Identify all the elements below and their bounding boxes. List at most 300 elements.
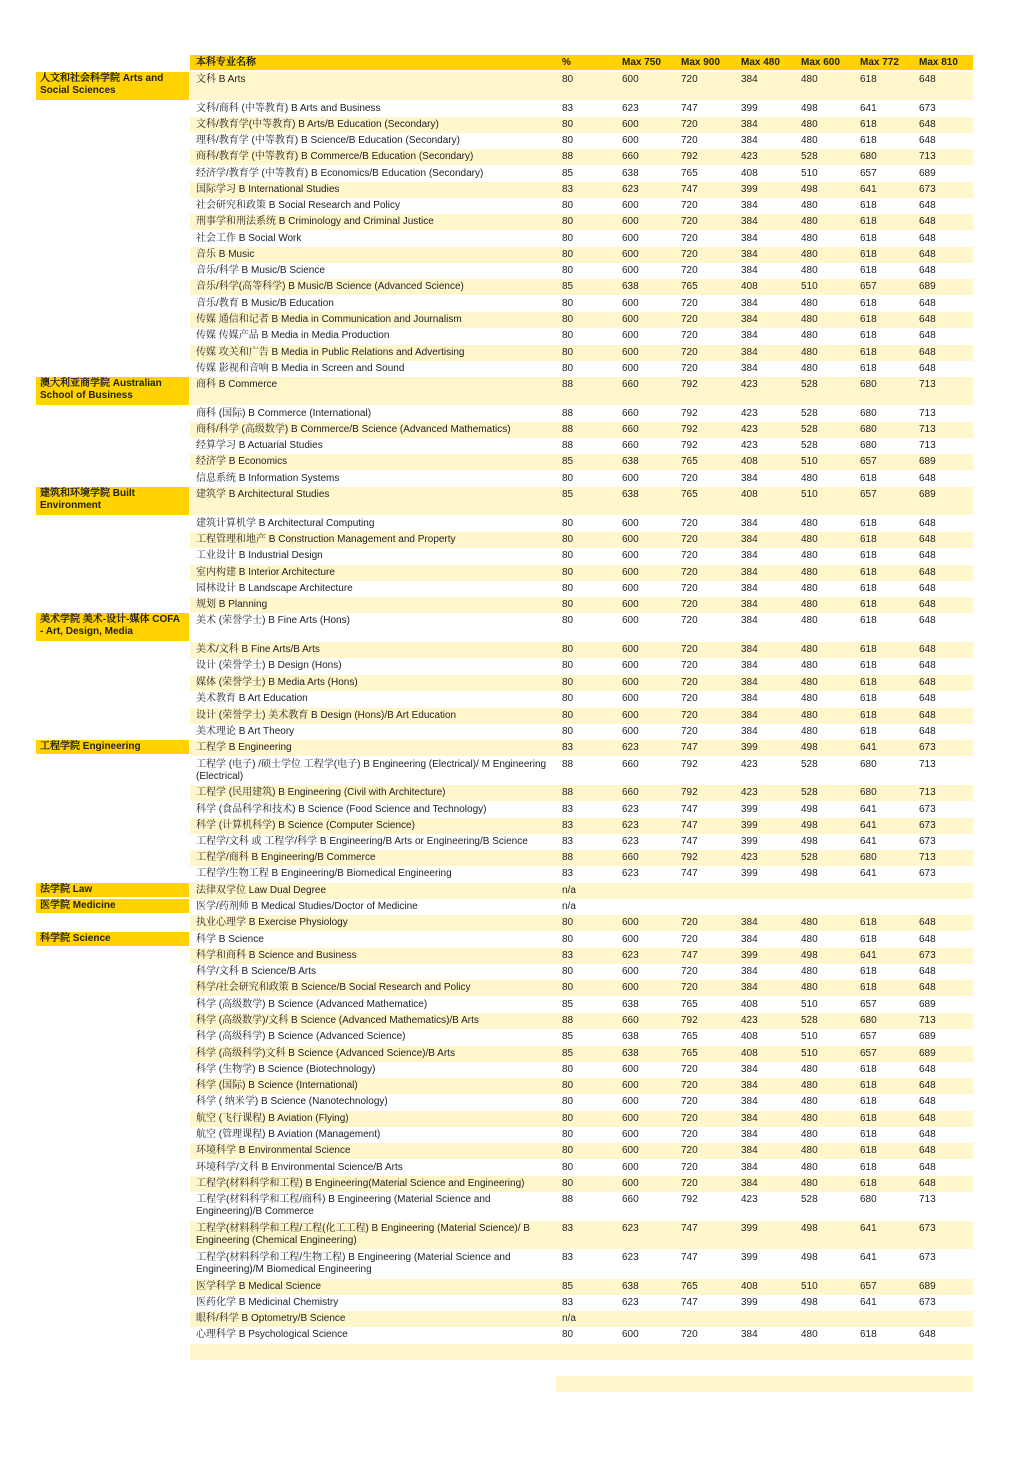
table-row <box>190 1111 973 1127</box>
max-900-cell: 720 <box>681 644 698 655</box>
max-480-cell: 423 <box>741 440 758 451</box>
program-name: 科学和商科 B Science and Business <box>196 950 357 961</box>
max-480-cell: 408 <box>741 999 758 1010</box>
max-480-cell: 384 <box>741 363 758 374</box>
percent-cell: 85 <box>562 489 574 500</box>
max-750-cell: 638 <box>622 999 639 1010</box>
percent-cell: 80 <box>562 966 574 977</box>
max-750-cell: 623 <box>622 820 639 831</box>
max-772-cell: 618 <box>860 1064 877 1075</box>
table-row <box>190 532 973 548</box>
max-810-cell: 648 <box>919 615 936 626</box>
max-600-cell: 498 <box>801 742 818 753</box>
max-750-cell: 638 <box>622 1048 639 1059</box>
max-600-cell: 480 <box>801 1329 818 1340</box>
program-name: 科学 (高级数学)/文科 B Science (Advanced Mathematics)/B Arts <box>196 1015 479 1026</box>
max-810-cell: 648 <box>919 1064 936 1075</box>
percent-cell: 83 <box>562 742 574 753</box>
max-600-cell: 510 <box>801 1281 818 1292</box>
percent-cell: 80 <box>562 518 574 529</box>
max-750-cell: 600 <box>622 726 639 737</box>
percent-cell: 80 <box>562 615 574 626</box>
max-900-cell: 747 <box>681 1252 698 1263</box>
program-name: 科学 (高级数学) B Science (Advanced Mathematice) <box>196 999 428 1010</box>
max-772-cell: 618 <box>860 249 877 260</box>
percent-cell: 80 <box>562 710 574 721</box>
max-772-cell: 618 <box>860 677 877 688</box>
table-row <box>190 802 973 818</box>
max-772-cell: 657 <box>860 489 877 500</box>
max-772-cell: 680 <box>860 408 877 419</box>
percent-cell: 80 <box>562 249 574 260</box>
max-772-cell: 618 <box>860 966 877 977</box>
max-900-cell: 747 <box>681 742 698 753</box>
max-750-cell: 623 <box>622 184 639 195</box>
program-name: 科学 (国际) B Science (International) <box>196 1080 358 1091</box>
max-600-cell: 528 <box>801 787 818 798</box>
max-750-cell: 600 <box>622 567 639 578</box>
max-750-cell: 600 <box>622 1080 639 1091</box>
table-row <box>190 708 973 724</box>
max-600-cell: 510 <box>801 168 818 179</box>
max-772-cell: 618 <box>860 1113 877 1124</box>
percent-cell: n/a <box>562 901 576 912</box>
table-row <box>190 581 973 597</box>
max-480-cell: 423 <box>741 787 758 798</box>
program-name: 美术教育 B Art Education <box>196 693 308 704</box>
percent-cell: 80 <box>562 473 574 484</box>
program-name: 工程学/文科 或 工程学/科学 B Engineering/B Arts or Engineering/B Science <box>196 836 528 847</box>
program-name: 社会研究和政策 B Social Research and Policy <box>196 200 400 211</box>
max-772-cell: 618 <box>860 314 877 325</box>
percent-cell: 80 <box>562 347 574 358</box>
max-480-cell: 423 <box>741 151 758 162</box>
max-772-cell: 657 <box>860 999 877 1010</box>
max-750-cell: 623 <box>622 1252 639 1263</box>
max-900-cell: 747 <box>681 1297 698 1308</box>
max-750-cell: 660 <box>622 379 639 390</box>
header-max-750: Max 750 <box>622 57 661 68</box>
max-750-cell: 660 <box>622 852 639 863</box>
program-name: 科学 (高级科学) B Science (Advanced Science) <box>196 1031 406 1042</box>
table-row <box>190 1160 973 1176</box>
table-row <box>190 785 973 801</box>
max-900-cell: 765 <box>681 1031 698 1042</box>
max-900-cell: 747 <box>681 1223 698 1234</box>
program-name: 工业设计 B Industrial Design <box>196 550 323 561</box>
table-row <box>190 915 973 931</box>
faculty-label: 法学院 Law <box>36 883 189 897</box>
program-name: 传媒 攻关和广告 B Media in Public Relations and Advertising <box>196 347 465 358</box>
max-600-cell: 480 <box>801 200 818 211</box>
header-max-900: Max 900 <box>681 57 720 68</box>
max-600-cell: 528 <box>801 424 818 435</box>
max-900-cell: 747 <box>681 836 698 847</box>
max-900-cell: 792 <box>681 852 698 863</box>
program-name: 工程学(材料科学和工程/工程(化工工程) B Engineering (Material Science)/ B Engineering (Chemical Engineering) <box>196 1223 530 1246</box>
max-900-cell: 747 <box>681 820 698 831</box>
program-name: 工程管理和地产 B Construction Management and Property <box>196 534 456 545</box>
max-810-cell: 648 <box>919 934 936 945</box>
max-772-cell: 618 <box>860 567 877 578</box>
max-900-cell: 720 <box>681 1145 698 1156</box>
max-772-cell: 618 <box>860 473 877 484</box>
percent-cell: 80 <box>562 330 574 341</box>
percent-cell: 85 <box>562 168 574 179</box>
program-name: 科学 (食品科学和技术) B Science (Food Science and Technology) <box>196 804 487 815</box>
max-750-cell: 660 <box>622 151 639 162</box>
max-480-cell: 423 <box>741 852 758 863</box>
max-810-cell: 648 <box>919 917 936 928</box>
max-810-cell: 648 <box>919 534 936 545</box>
percent-cell: 88 <box>562 408 574 419</box>
max-480-cell: 399 <box>741 1252 758 1263</box>
max-750-cell: 600 <box>622 200 639 211</box>
faculty-label: 澳大利亚商学院 Australian School of Business <box>36 377 189 405</box>
max-900-cell: 765 <box>681 456 698 467</box>
max-900-cell: 720 <box>681 1178 698 1189</box>
max-772-cell: 618 <box>860 233 877 244</box>
percent-cell: 80 <box>562 677 574 688</box>
table-row <box>190 438 973 454</box>
max-600-cell: 510 <box>801 1048 818 1059</box>
max-900-cell: 720 <box>681 534 698 545</box>
max-480-cell: 384 <box>741 216 758 227</box>
max-750-cell: 600 <box>622 518 639 529</box>
program-name: 航空 (管理课程) B Aviation (Management) <box>196 1129 381 1140</box>
footer-band-1 <box>190 1344 973 1360</box>
max-480-cell: 384 <box>741 249 758 260</box>
max-772-cell: 618 <box>860 917 877 928</box>
max-810-cell: 648 <box>919 583 936 594</box>
max-480-cell: 384 <box>741 314 758 325</box>
table-row <box>190 149 973 165</box>
percent-cell: 80 <box>562 644 574 655</box>
table-row <box>190 198 973 214</box>
max-480-cell: 384 <box>741 1080 758 1091</box>
program-name: 国际学习 B International Studies <box>196 184 340 195</box>
max-900-cell: 720 <box>681 119 698 130</box>
max-772-cell: 618 <box>860 550 877 561</box>
max-772-cell: 618 <box>860 599 877 610</box>
max-772-cell: 618 <box>860 660 877 671</box>
table-row <box>190 1127 973 1143</box>
table-row <box>190 1327 973 1343</box>
max-772-cell: 641 <box>860 1223 877 1234</box>
max-480-cell: 384 <box>741 74 758 85</box>
max-900-cell: 720 <box>681 599 698 610</box>
percent-cell: 80 <box>562 74 574 85</box>
percent-cell: 83 <box>562 1223 574 1234</box>
percent-cell: 80 <box>562 216 574 227</box>
max-750-cell: 600 <box>622 1113 639 1124</box>
max-480-cell: 384 <box>741 660 758 671</box>
program-name: 音乐/科学(高等科学) B Music/B Science (Advanced Science) <box>196 281 464 292</box>
max-600-cell: 480 <box>801 599 818 610</box>
max-900-cell: 720 <box>681 710 698 721</box>
max-772-cell: 618 <box>860 1178 877 1189</box>
table-row <box>190 932 973 948</box>
max-810-cell: 648 <box>919 330 936 341</box>
max-600-cell: 528 <box>801 1015 818 1026</box>
header-max-480: Max 480 <box>741 57 780 68</box>
max-600-cell: 480 <box>801 216 818 227</box>
max-810-cell: 689 <box>919 489 936 500</box>
max-772-cell: 618 <box>860 982 877 993</box>
max-750-cell: 600 <box>622 550 639 561</box>
max-480-cell: 399 <box>741 950 758 961</box>
table-row <box>190 422 973 438</box>
percent-cell: 80 <box>562 200 574 211</box>
max-600-cell: 480 <box>801 1145 818 1156</box>
header-max-810: Max 810 <box>919 57 958 68</box>
percent-cell: 85 <box>562 1048 574 1059</box>
max-480-cell: 384 <box>741 265 758 276</box>
max-600-cell: 480 <box>801 710 818 721</box>
max-480-cell: 384 <box>741 726 758 737</box>
max-772-cell: 618 <box>860 119 877 130</box>
max-810-cell: 648 <box>919 249 936 260</box>
max-480-cell: 384 <box>741 1064 758 1075</box>
max-600-cell: 480 <box>801 330 818 341</box>
percent-cell: 80 <box>562 233 574 244</box>
max-480-cell: 423 <box>741 408 758 419</box>
percent-cell: 83 <box>562 868 574 879</box>
table-row <box>190 101 973 117</box>
max-810-cell: 648 <box>919 966 936 977</box>
max-810-cell: 648 <box>919 363 936 374</box>
max-900-cell: 792 <box>681 1015 698 1026</box>
table-row <box>190 1078 973 1094</box>
max-900-cell: 720 <box>681 550 698 561</box>
table-row <box>190 1143 973 1159</box>
max-810-cell: 713 <box>919 1194 936 1205</box>
percent-cell: 80 <box>562 693 574 704</box>
max-600-cell: 480 <box>801 119 818 130</box>
max-600-cell: 498 <box>801 820 818 831</box>
max-772-cell: 641 <box>860 868 877 879</box>
percent-cell: 80 <box>562 1080 574 1091</box>
max-750-cell: 600 <box>622 615 639 626</box>
table-row <box>190 899 973 915</box>
max-480-cell: 399 <box>741 184 758 195</box>
percent-cell: 83 <box>562 184 574 195</box>
max-900-cell: 792 <box>681 379 698 390</box>
max-600-cell: 498 <box>801 103 818 114</box>
max-772-cell: 618 <box>860 265 877 276</box>
max-772-cell: 618 <box>860 200 877 211</box>
program-name: 商科/科学 (高级数学) B Commerce/B Science (Advanced Mathematics) <box>196 424 511 435</box>
max-772-cell: 618 <box>860 934 877 945</box>
max-480-cell: 399 <box>741 1223 758 1234</box>
program-name: 室内构建 B Interior Architecture <box>196 567 335 578</box>
max-750-cell: 600 <box>622 934 639 945</box>
max-900-cell: 792 <box>681 1194 698 1205</box>
program-name: 建筑学 B Architectural Studies <box>196 489 330 500</box>
max-772-cell: 657 <box>860 281 877 292</box>
table-row <box>190 279 973 295</box>
table-row <box>190 834 973 850</box>
max-810-cell: 673 <box>919 742 936 753</box>
max-900-cell: 720 <box>681 917 698 928</box>
table-row <box>190 565 973 581</box>
max-750-cell: 600 <box>622 710 639 721</box>
table-row <box>190 471 973 487</box>
max-810-cell: 648 <box>919 1129 936 1140</box>
table-row <box>190 72 973 100</box>
max-810-cell: 648 <box>919 298 936 309</box>
table-row <box>190 1029 973 1045</box>
percent-cell: 83 <box>562 804 574 815</box>
program-name: 文科/商科 (中等教育) B Arts and Business <box>196 103 381 114</box>
max-750-cell: 600 <box>622 693 639 704</box>
table-row <box>190 328 973 344</box>
max-810-cell: 648 <box>919 1178 936 1189</box>
percent-cell: 83 <box>562 103 574 114</box>
table-row <box>190 361 973 377</box>
table-header-row <box>190 55 973 70</box>
max-810-cell: 648 <box>919 119 936 130</box>
max-772-cell: 618 <box>860 693 877 704</box>
max-810-cell: 648 <box>919 473 936 484</box>
max-480-cell: 384 <box>741 710 758 721</box>
program-name: 工程学 (电子) /硕士学位 工程学(电子) B Engineering (Electrical)/ M Engineering (Electrical) <box>196 759 547 782</box>
max-480-cell: 384 <box>741 982 758 993</box>
max-750-cell: 600 <box>622 1129 639 1140</box>
max-600-cell: 480 <box>801 644 818 655</box>
max-772-cell: 618 <box>860 298 877 309</box>
max-750-cell: 660 <box>622 787 639 798</box>
max-750-cell: 600 <box>622 1096 639 1107</box>
program-name: 法律双学位 Law Dual Degree <box>196 885 327 896</box>
max-900-cell: 720 <box>681 249 698 260</box>
max-600-cell: 480 <box>801 233 818 244</box>
table-row <box>190 597 973 613</box>
program-name: 商科 (国际) B Commerce (International) <box>196 408 372 419</box>
max-900-cell: 720 <box>681 298 698 309</box>
max-900-cell: 720 <box>681 200 698 211</box>
table-row <box>190 818 973 834</box>
max-810-cell: 689 <box>919 1048 936 1059</box>
table-row <box>190 345 973 361</box>
percent-cell: 80 <box>562 583 574 594</box>
max-600-cell: 528 <box>801 1194 818 1205</box>
max-600-cell: 480 <box>801 74 818 85</box>
max-772-cell: 618 <box>860 1129 877 1140</box>
table-row <box>190 1250 973 1278</box>
max-900-cell: 720 <box>681 473 698 484</box>
max-810-cell: 673 <box>919 836 936 847</box>
max-900-cell: 792 <box>681 408 698 419</box>
max-900-cell: 792 <box>681 440 698 451</box>
program-name: 经算学习 B Actuarial Studies <box>196 440 323 451</box>
max-810-cell: 713 <box>919 408 936 419</box>
percent-cell: 88 <box>562 1194 574 1205</box>
max-480-cell: 423 <box>741 1194 758 1205</box>
max-480-cell: 408 <box>741 1281 758 1292</box>
max-750-cell: 623 <box>622 1297 639 1308</box>
max-480-cell: 408 <box>741 168 758 179</box>
table-row <box>190 263 973 279</box>
program-name: 音乐 B Music <box>196 249 255 260</box>
max-900-cell: 720 <box>681 518 698 529</box>
max-600-cell: 480 <box>801 934 818 945</box>
max-810-cell: 673 <box>919 868 936 879</box>
max-810-cell: 713 <box>919 1015 936 1026</box>
max-480-cell: 384 <box>741 966 758 977</box>
max-772-cell: 641 <box>860 1252 877 1263</box>
percent-cell: 83 <box>562 1252 574 1263</box>
max-772-cell: 618 <box>860 583 877 594</box>
percent-cell: 80 <box>562 567 574 578</box>
max-900-cell: 720 <box>681 314 698 325</box>
program-name: 环境科学/文科 B Environmental Science/B Arts <box>196 1162 403 1173</box>
max-600-cell: 498 <box>801 1252 818 1263</box>
max-772-cell: 641 <box>860 820 877 831</box>
percent-cell: 80 <box>562 982 574 993</box>
max-772-cell: 641 <box>860 742 877 753</box>
max-480-cell: 384 <box>741 1129 758 1140</box>
max-750-cell: 600 <box>622 966 639 977</box>
max-480-cell: 384 <box>741 1162 758 1173</box>
max-810-cell: 648 <box>919 1145 936 1156</box>
header-percent: % <box>562 57 571 68</box>
max-900-cell: 720 <box>681 1096 698 1107</box>
program-name: 文科/教育学(中等教育) B Arts/B Education (Secondary) <box>196 119 439 130</box>
max-810-cell: 648 <box>919 200 936 211</box>
max-600-cell: 480 <box>801 265 818 276</box>
percent-cell: 83 <box>562 950 574 961</box>
max-810-cell: 648 <box>919 74 936 85</box>
max-810-cell: 673 <box>919 1252 936 1263</box>
max-750-cell: 600 <box>622 363 639 374</box>
max-772-cell: 618 <box>860 726 877 737</box>
max-600-cell: 480 <box>801 249 818 260</box>
max-750-cell: 600 <box>622 1145 639 1156</box>
table-row <box>190 1279 973 1295</box>
percent-cell: 80 <box>562 660 574 671</box>
max-810-cell: 648 <box>919 347 936 358</box>
max-900-cell: 720 <box>681 1064 698 1075</box>
table-row <box>190 1176 973 1192</box>
max-900-cell: 720 <box>681 74 698 85</box>
percent-cell: 88 <box>562 151 574 162</box>
table-row <box>190 1094 973 1110</box>
table-row <box>190 691 973 707</box>
percent-cell: 80 <box>562 599 574 610</box>
max-810-cell: 673 <box>919 950 936 961</box>
max-480-cell: 384 <box>741 583 758 594</box>
max-600-cell: 510 <box>801 281 818 292</box>
max-750-cell: 600 <box>622 1162 639 1173</box>
faculty-label: 医学院 Medicine <box>36 899 189 913</box>
max-600-cell: 510 <box>801 999 818 1010</box>
faculty-label: 人文和社会科学院 Arts and Social Sciences <box>36 72 189 100</box>
max-810-cell: 689 <box>919 456 936 467</box>
program-name: 工程学(材料科学和工程/生物工程) B Engineering (Material Science and Engineering)/M Biomedical Engineering <box>196 1252 511 1275</box>
percent-cell: 85 <box>562 1031 574 1042</box>
table-row <box>190 1311 973 1327</box>
max-750-cell: 600 <box>622 1329 639 1340</box>
max-480-cell: 384 <box>741 677 758 688</box>
max-772-cell: 618 <box>860 1080 877 1091</box>
percent-cell: 88 <box>562 379 574 390</box>
max-810-cell: 713 <box>919 852 936 863</box>
faculty-label: 建筑和环境学院 Built Environment <box>36 487 189 515</box>
max-480-cell: 384 <box>741 518 758 529</box>
max-600-cell: 480 <box>801 615 818 626</box>
program-name: 规划 B Planning <box>196 599 268 610</box>
